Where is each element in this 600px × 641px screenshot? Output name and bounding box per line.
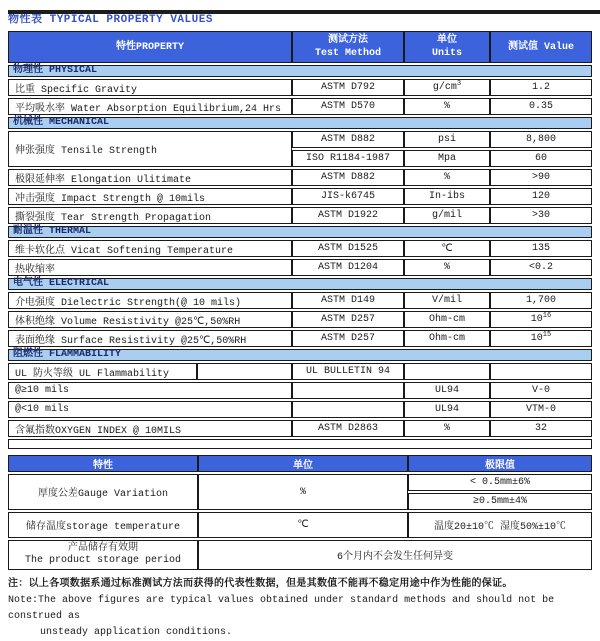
units-cell (198, 512, 408, 538)
method-cell (292, 311, 404, 328)
units-cell (404, 401, 490, 418)
property-cell (8, 330, 292, 347)
top-divider-bar (8, 10, 600, 14)
units-text: Ohm-cm (428, 314, 465, 325)
units-text: ℃ (297, 520, 309, 531)
value-cell (490, 79, 592, 96)
value-cell (490, 292, 592, 309)
limits-header-units-cell (198, 455, 408, 472)
value-text: V-0 (531, 385, 550, 396)
property-cell (8, 420, 292, 437)
value-superscript: 16 (542, 312, 552, 320)
property-text-en: The product storage period (24, 555, 182, 566)
header-units-zh: 单位 (437, 35, 457, 46)
value-text: VTM-0 (525, 404, 556, 415)
units-text: V/mil (431, 295, 462, 306)
value-superscript: 15 (542, 331, 552, 339)
method-cell (292, 79, 404, 96)
property-text-zh: 产品储存有效期 (68, 543, 138, 554)
units-cell (404, 330, 490, 347)
value-text: 120 (531, 191, 550, 202)
header-method-en: Test Method (314, 48, 381, 59)
value-cell (490, 207, 592, 224)
limit-cell (408, 474, 592, 491)
row-storage-period (8, 540, 592, 570)
note-english-line2: unsteady application conditions. (40, 627, 233, 638)
value-cell (490, 169, 592, 186)
value-text: 135 (531, 243, 550, 254)
header-units-cell (404, 31, 490, 63)
gauge-limit-sub-row-1 (408, 474, 592, 491)
method-text: JIS-k6745 (320, 191, 375, 202)
method-text: ASTM D792 (320, 82, 375, 93)
limit-cell (408, 512, 592, 538)
property-cell (8, 188, 292, 205)
method-cell (292, 131, 404, 148)
property-text: 热收缩率 (15, 264, 55, 276)
units-text: % (443, 101, 450, 112)
units-text: Ohm-cm (428, 333, 465, 344)
units-text: UL94 (434, 404, 459, 415)
units-cell (404, 150, 490, 167)
units-cell (404, 259, 490, 276)
tensile-sub-row-2 (292, 150, 592, 167)
method-text: ASTM D882 (320, 172, 375, 183)
property-cell (8, 512, 198, 538)
row-empty-spacer (8, 439, 592, 449)
units-cell (404, 311, 490, 328)
limits-header-property-cell (8, 455, 198, 472)
units-cell (404, 188, 490, 205)
value-text: 32 (534, 423, 547, 434)
method-cell (292, 98, 404, 115)
property-cell (8, 259, 292, 276)
units-text: % (443, 262, 450, 273)
property-cell (8, 169, 292, 186)
method-text: ASTM D149 (320, 295, 375, 306)
method-cell (292, 207, 404, 224)
units-text: In-ibs (428, 191, 465, 202)
header-method-zh: 测试方法 (328, 35, 368, 46)
section-electrical: 电气性 ELECTRICAL (8, 278, 592, 290)
value-cell (490, 188, 592, 205)
units-text: Mpa (437, 153, 456, 164)
property-cell (8, 292, 292, 309)
value-text: >30 (531, 210, 550, 221)
limits-table (8, 455, 592, 570)
empty-cell (197, 363, 292, 380)
property-cell (8, 474, 198, 510)
limits-header-limit-cell (408, 455, 592, 472)
method-text: ASTM D1204 (317, 262, 378, 273)
row-heat-shrinkage (8, 259, 592, 276)
property-text: 表面绝缘 Surface Resistivity @25℃,50%RH (15, 335, 247, 347)
units-cell (404, 240, 490, 257)
units-text: g/mil (431, 210, 462, 221)
row-tear-strength (8, 207, 592, 224)
header-property-label: 特性PROPERTY (115, 41, 184, 53)
row-volume-resistivity (8, 311, 592, 328)
property-text: 极限延伸率 Elongation Ulitimate (15, 174, 192, 186)
limits-header-property-label: 特性 (93, 460, 113, 472)
property-text: UL 防火等级 UL Flammability (15, 368, 170, 380)
value-cell (490, 150, 592, 167)
gauge-limit-sub-row-2 (408, 493, 592, 510)
method-cell (292, 330, 404, 347)
property-text: 比重 Specific Gravity (15, 84, 138, 96)
limit-cell (198, 540, 592, 570)
value-text: >90 (531, 172, 550, 183)
empty-cell (8, 439, 592, 449)
value-base-text: 10 (530, 333, 543, 344)
property-text: 撕裂强度 Tear Strength Propagation (15, 212, 212, 224)
method-cell (292, 259, 404, 276)
property-text: 维卡软化点 Vicat Softening Temperature (15, 245, 234, 257)
row-ul-ge-10mils (8, 382, 592, 399)
value-cell (490, 330, 592, 347)
method-cell (292, 150, 404, 167)
method-text: ISO R1184-1987 (305, 153, 390, 164)
row-water-absorption (8, 98, 592, 115)
property-text: 厚度公差Gauge Variation (37, 489, 168, 500)
limit-text: < 0.5mm±6% (469, 477, 530, 488)
method-cell (292, 292, 404, 309)
note-chinese: 注：以上各项数据系通过标准测试方法而获得的代表性数据，但是其数值不能再不稳定用途中作为性能的保证。 (8, 579, 513, 590)
method-cell (292, 169, 404, 186)
method-text: ASTM D1525 (317, 243, 378, 254)
header-property-cell (8, 31, 292, 63)
property-text: 储存温度storage temperature (25, 522, 181, 533)
method-text: ASTM D570 (320, 101, 375, 112)
property-cell (8, 131, 292, 167)
row-vicat (8, 240, 592, 257)
table-header-row (8, 31, 592, 63)
value-cell (490, 382, 592, 399)
empty-cell (404, 363, 490, 380)
units-cell (404, 420, 490, 437)
limit-text: ≥0.5mm±4% (472, 496, 527, 507)
units-text: ℃ (441, 243, 453, 255)
tensile-sub-rows (292, 131, 592, 167)
units-text: UL94 (434, 385, 459, 396)
value-text: 8,800 (525, 134, 556, 145)
property-cell (8, 363, 197, 380)
units-cell (404, 382, 490, 399)
limits-header-units-label: 单位 (293, 460, 313, 472)
header-value-cell (490, 31, 592, 63)
units-cell (404, 207, 490, 224)
method-cell (292, 363, 404, 380)
header-method-cell (292, 31, 404, 63)
value-cell (490, 240, 592, 257)
section-thermal: 耐温性 THERMAL (8, 226, 592, 238)
value-cell (490, 311, 592, 328)
row-ul-flammability (8, 363, 592, 380)
value-base-text: 10 (530, 314, 543, 325)
property-cell (8, 401, 292, 418)
empty-cell (292, 401, 404, 418)
gauge-limit-sub-rows (408, 474, 592, 510)
limit-cell (408, 493, 592, 510)
property-cell (8, 79, 292, 96)
method-text: UL BULLETIN 94 (305, 366, 390, 377)
limit-text: 温度20±10℃ 湿度50%±10℃ (433, 522, 566, 533)
method-text: ASTM D257 (320, 333, 375, 344)
row-surface-resistivity (8, 330, 592, 347)
row-elongation (8, 169, 592, 186)
units-text: % (443, 423, 450, 434)
method-text: ASTM D2863 (317, 423, 378, 434)
units-text: % (443, 172, 450, 183)
value-text: 1.2 (531, 82, 550, 93)
method-text: ASTM D1922 (317, 210, 378, 221)
row-oxygen-index (8, 420, 592, 437)
property-text: 平均吸水率 Water Absorption Equilibrium,24 Hrs (15, 103, 282, 115)
empty-cell (292, 382, 404, 399)
row-ul-lt-10mils (8, 401, 592, 418)
limits-header-limit-label: 极限值 (485, 460, 515, 472)
property-text: 冲击强度 Impact Strength @ 10mils (15, 193, 206, 205)
tensile-sub-row-1 (292, 131, 592, 148)
row-gauge-variation (8, 474, 592, 510)
units-superscript: 3 (456, 80, 462, 88)
property-text: 体积绝缘 Volume Resistivity @25℃,50%RH (15, 316, 241, 328)
property-text: 伸张强度 Tensile Strength (15, 146, 158, 157)
property-cell (8, 98, 292, 115)
units-text: % (299, 486, 306, 498)
property-cell (8, 311, 292, 328)
value-text: 60 (534, 153, 547, 164)
section-physical: 物理性 PHYSICAL (8, 65, 592, 77)
property-text: @≥10 mils (15, 385, 70, 396)
units-text: psi (437, 134, 456, 145)
header-units-en: Units (431, 48, 462, 59)
property-text: 介电强度 Dielectric Strength(@ 10 mils) (15, 297, 242, 309)
row-storage-temperature (8, 512, 592, 538)
row-tensile-strength (8, 131, 592, 167)
footnotes (8, 577, 600, 641)
note-english-line1: Note:The above figures are typical values obtained under standard methods and should not be construed as (8, 595, 555, 622)
section-mechanical: 机械性 MECHANICAL (8, 117, 592, 129)
value-cell (490, 401, 592, 418)
value-text: <0.2 (528, 262, 553, 273)
row-specific-gravity (8, 79, 592, 96)
method-text: ASTM D882 (320, 134, 375, 145)
header-value-label: 测试值 Value (507, 41, 574, 53)
value-text: 0.35 (528, 101, 553, 112)
value-cell (490, 420, 592, 437)
empty-cell (490, 363, 592, 380)
section-flammability: 阻燃性 FLAMMABILITY (8, 349, 592, 361)
method-cell (292, 240, 404, 257)
units-base-text: g/cm (432, 82, 457, 93)
limit-text: 6个月内不会发生任何异变 (336, 552, 453, 563)
property-cell (8, 207, 292, 224)
value-cell (490, 131, 592, 148)
units-cell (404, 98, 490, 115)
units-cell (404, 169, 490, 186)
units-cell (404, 79, 490, 96)
property-text: @<10 mils (15, 404, 70, 415)
units-cell (404, 131, 490, 148)
value-text: 1,700 (525, 295, 556, 306)
value-cell (490, 259, 592, 276)
property-cell (8, 540, 198, 570)
property-cell (8, 240, 292, 257)
page-title: 物性表 TYPICAL PROPERTY VALUES (8, 14, 213, 26)
value-cell (490, 98, 592, 115)
method-cell (292, 188, 404, 205)
property-cell (8, 382, 292, 399)
units-cell (198, 474, 408, 510)
limits-header-row (8, 455, 592, 472)
property-table (8, 31, 592, 449)
property-text: 含氟指数OXYGEN INDEX @ 10MILS (15, 425, 182, 437)
units-cell (404, 292, 490, 309)
row-dielectric-strength (8, 292, 592, 309)
method-text: ASTM D257 (320, 314, 375, 325)
method-cell (292, 420, 404, 437)
row-impact-strength (8, 188, 592, 205)
